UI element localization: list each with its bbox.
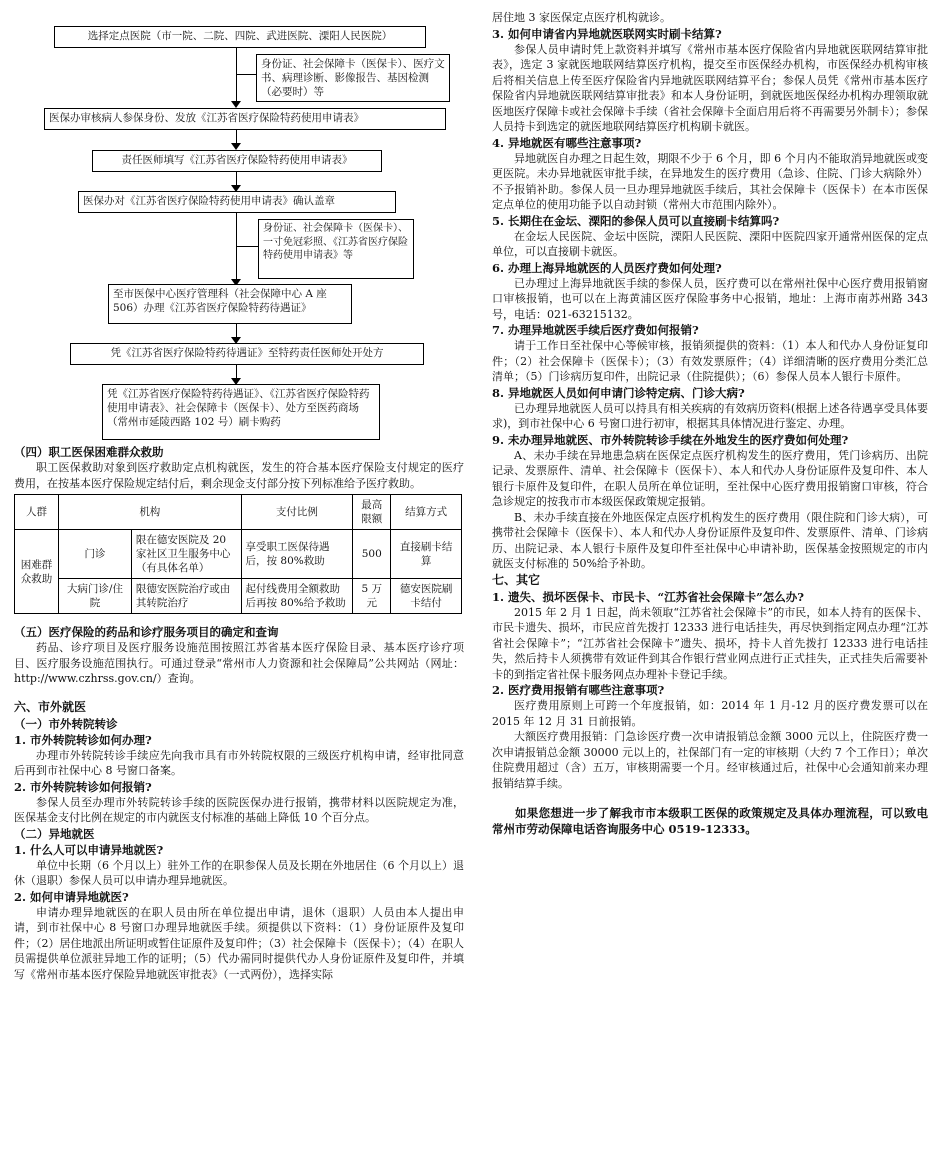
question: 3. 如何申请省内异地就医联网实时刷卡结算? bbox=[492, 26, 722, 41]
answer: 异地就医自办理之日起生效，期限不少于 6 个月，即 6 个月内不能取消异地就医或变更医院。未办异地就医审批手续，在异地发生的医疗费用（急诊、住院、门诊大病除外）不予报销补助。参保人员一旦办理异地就医手续后，其社会保障卡（医保卡）在本市医保定点单位的使用功能予以自动封锁（常州大市范围内除外）。 bbox=[492, 151, 928, 211]
flow-note-materials-2: 身份证、社会保障卡（医保卡）、一寸免冠彩照、《江苏省医疗保险特药使用申请表》等 bbox=[258, 219, 414, 279]
table-header-cell: 结算方式 bbox=[391, 495, 462, 530]
subsection-title-remote: （二）异地就医 bbox=[14, 826, 95, 841]
relief-table bbox=[14, 494, 462, 614]
flow-branch-line bbox=[236, 74, 256, 75]
flow-note-materials-1: 身份证、社会保障卡（医保卡）、医疗文书、病理诊断、影像报告、基因检测（必要时）等 bbox=[256, 54, 450, 102]
answer: 在金坛人民医院、金坛中医院，溧阳人民医院、溧阳中医院四家开通常州医保的定点单位，可以直接刷卡就医。 bbox=[492, 229, 928, 258]
question: 1. 什么人可以申请异地就医? bbox=[14, 842, 164, 857]
table-cell: 困难群众救助 bbox=[15, 530, 59, 614]
table-row bbox=[15, 579, 462, 614]
contact-note: 如果您想进一步了解我市市本级职工医保的政策规定及具体办理流程，可以致电常州市劳动保障电话咨询服务中心 0519-12333。 bbox=[492, 806, 928, 836]
flow-branch-line bbox=[236, 246, 258, 247]
question: 2. 市外转院转诊如何报销? bbox=[14, 779, 152, 794]
table-row bbox=[15, 530, 462, 579]
flow-connector bbox=[236, 48, 237, 102]
table-header-cell: 支付比例 bbox=[241, 495, 353, 530]
answer: 医疗费用原则上可跨一个年度报销，如：2014 年 1 月-12 月的医疗费发票可以在 2015 年 12 月 31 日前报销。 bbox=[492, 699, 928, 728]
table-header-cell: 机构 bbox=[59, 495, 241, 530]
answer: 已办理过上海异地就医手续的参保人员，医疗费可以在常州社保中心医疗费用报销窗口审核报销，也可以在上海黄浦区医疗保险事务中心报销，地址：上海市南苏州路 343 号，电话：021-63215132。 bbox=[492, 276, 928, 321]
question: 6. 办理上海异地就医的人员医疗费如何处理? bbox=[492, 260, 722, 275]
question: 1. 市外转院转诊如何办理? bbox=[14, 732, 152, 747]
table-cell: 限德安医院治疗或由其转院治疗 bbox=[131, 579, 241, 614]
flow-step-medical-center: 至市医保中心医疗管理科（社会保障中心 A 座 506）办理《江苏省医疗保险特药待遇证》 bbox=[108, 284, 352, 324]
flow-step-buy-drug: 凭《江苏省医疗保险特药待遇证》、《江苏省医疗保险特药使用申请表》、社会保障卡（医保卡）、处方至医药商场（常州市延陵西路 102 号）刷卡购药 bbox=[102, 384, 380, 440]
table-header-cell: 最高限额 bbox=[353, 495, 391, 530]
answer: 参保人员申请时凭上款资料并填写《常州市基本医疗保险省内异地就医联网结算审批表》，选定 3 家就医地联网结算医疗机构，提交至市医保经办机构，市医保经办机构审核后将相关信息上传至医疗保险省内异地就医联网结算平台；参保人员凭《常州市基本医疗保险省内异地就医联网结算审批表》和本人身份证明，到就医地医保经办机构办理领取就医地医疗保障卡或社会保障卡手续（省社会保障卡全面启用后将不再需要另外制卡）；参保人员持卡到选定的就医地联网结算医疗机构刷卡就医。 bbox=[492, 42, 928, 133]
question: 2. 如何申请异地就医? bbox=[14, 889, 129, 904]
table-cell: 直接刷卡结算 bbox=[391, 530, 462, 579]
answer: A、未办手续在异地患急病在医保定点医疗机构发生的医疗费用，凭门诊病历、出院记录、发票原件、清单、社会保障卡（医保卡）、本人和代办人身份证原件及复印件、本人银行卡原件及复印件，在职人员所在单位证明，至社保中心医疗费用报销窗口审核，符合急诊规定的按我市市本级医保政策规定报销。 bbox=[492, 448, 928, 508]
answer: B、未办手续直接在外地医保定点医疗机构发生的医疗费用（限住院和门诊大病），可携带社会保障卡（医保卡）、本人和代办人身份证原件及复印件、发票原件、清单、门诊病历、出院记录、本人银行卡原件及复印件至社保中心申请补助，医保基金按照规定的市内就医支付标准的 50%给予补助。 bbox=[492, 510, 928, 570]
answer: 单位中长期（6 个月以上）驻外工作的在职参保人员及长期在外地居住（6 个月以上）退休（退职）参保人员可以申请办理异地就医。 bbox=[14, 858, 464, 887]
answer: 2015 年 2 月 1 日起，尚未领取“江苏省社会保障卡”的市民，如本人持有的医保卡、市民卡遗失、损坏，市民应首先拨打 12333 进行电话挂失，再尽快到指定网点办理“江苏省社会保障卡”；“江苏省社会保障卡”遗失、损坏，持卡人首先拨打 12333 进行电话挂失，然后持卡人须携带有效证件到其合作银行营业网点进行正式挂失，正式挂失后需要补卡的到指定省社保卡服务网点办理补卡登记手续。 bbox=[492, 605, 928, 681]
flowchart bbox=[14, 0, 464, 440]
table-cell: 限在德安医院及 20 家社区卫生服务中心（有具体名单） bbox=[131, 530, 241, 579]
flow-step-stamp-form: 医保办对《江苏省医疗保险特药使用申请表》确认盖章 bbox=[78, 191, 396, 213]
section-title-relief: （四）职工医保困难群众救助 bbox=[14, 445, 164, 459]
flow-connector bbox=[236, 213, 237, 281]
question: 8. 异地就医人员如何申请门诊特定病、门诊大病? bbox=[492, 385, 745, 400]
table-cell: 5 万元 bbox=[353, 579, 391, 614]
subsection-title-transfer: （一）市外转院转诊 bbox=[14, 716, 118, 731]
answer: 请于工作日至社保中心等候审核，报销须提供的资料：（1）本人和代办人身份证复印件；（2）社会保障卡（医保卡）；（3）有效发票原件；（4）详细清晰的医疗费用分类汇总清单；（5）门诊病历复印件，出院记录（住院提供）；（6）参保人员本人银行卡原件。 bbox=[492, 339, 928, 383]
answer: 申请办理异地就医的在职人员由所在单位提出申请，退休（退职）人员由本人提出申请，到市社保中心 8 号窗口办理异地就医手续。须提供以下资料：（1）身份证原件及复印件；（2）居住地派出所证明或暂住证原件及复印件；（3）社会保障卡（医保卡）；（4）在职人员需提供单位派驻异地工作的证明；（5）代办需同时提供代办人身份证原件及复印件，并填写《常州市基本医疗保险异地就医审批表》（一式两份），选择实际 bbox=[14, 905, 464, 981]
arrow-down-icon bbox=[231, 143, 241, 150]
flow-step-verify-identity: 医保办审核病人参保身份、发放《江苏省医疗保险特药使用申请表》 bbox=[44, 108, 446, 130]
answer: 已办理异地就医人员可以持具有相关疾病的有效病历资料(根据上述各待遇享受具体要求)，到市社保中心 6 号窗口进行初审，根据其具体情况进行鉴定、办理。 bbox=[492, 401, 928, 430]
paragraph-continued: 居住地 3 家医保定点医疗机构就诊。 bbox=[492, 11, 671, 24]
paragraph: 药品、诊疗项目及医疗服务设施范围按照江苏省基本医疗保险目录、基本医疗诊疗项目、医疗服务设施范围执行。可通过登录“常州市人力资源和社会保障局”公共网站（网址：http://www.czhrss.gov.cn/）查询。 bbox=[14, 641, 464, 685]
answer: 大额医疗费用报销：门急诊医疗费一次申请报销总金额 3000 元以上，住院医疗费一次申请报销总金额 30000 元以上的，社保部门有一定的审核期（大约 7 个工作日）；单次住院费用超过（含）五万，审核期需要一个月。经审核通过后，社保中心会通知前来办理报销结算手续。 bbox=[492, 730, 928, 790]
table-cell: 500 bbox=[353, 530, 391, 579]
flow-step-doctor-fills-form: 责任医师填写《江苏省医疗保险特药使用申请表》 bbox=[92, 150, 382, 172]
flow-step-select-hospital: 选择定点医院（市一院、二院、四院、武进医院、溧阳人民医院） bbox=[54, 26, 426, 48]
table-header-row bbox=[15, 495, 462, 530]
paragraph: 职工医保救助对象到医疗救助定点机构就医，发生的符合基本医疗保险支付规定的医疗费用，在按基本医疗保险规定结付后，剩余现金支付部分按下列标准给予医疗救助。 bbox=[14, 461, 464, 490]
section-title-other: 七、其它 bbox=[492, 572, 541, 587]
flow-step-prescription: 凭《江苏省医疗保险特药待遇证》至特药责任医师处开处方 bbox=[70, 343, 424, 365]
table-header-cell: 人群 bbox=[15, 495, 59, 530]
table-cell: 享受职工医保待遇后，按 80%救助 bbox=[241, 530, 353, 579]
section-title-outside-city: 六、市外就医 bbox=[14, 699, 87, 714]
section-title-drug-catalog: （五）医疗保险的药品和诊疗服务项目的确定和查询 bbox=[14, 625, 279, 639]
question: 9. 未办理异地就医、市外转院转诊手续在外地发生的医疗费如何处理? bbox=[492, 432, 849, 447]
answer: 办理市外转院转诊手续应先向我市具有市外转院权限的三级医疗机构申请，经审批同意后再到市社保中心 8 号窗口备案。 bbox=[14, 748, 464, 777]
answer: 参保人员至办理市外转院转诊手续的医院医保办进行报销，携带材料以医院规定为准，医保基金支付比例在规定的市内就医支付标准的基础上降低 10 个百分点。 bbox=[14, 795, 464, 824]
arrow-down-icon bbox=[231, 101, 241, 108]
table-cell: 德安医院刷卡结付 bbox=[391, 579, 462, 614]
question: 4. 异地就医有哪些注意事项? bbox=[492, 135, 642, 150]
left-column bbox=[14, 0, 464, 982]
table-cell: 大病门诊/住院 bbox=[59, 579, 132, 614]
table-cell: 起付线费用全额救助后再按 80%给予救助 bbox=[241, 579, 353, 614]
right-column bbox=[492, 10, 928, 837]
question: 5. 长期住在金坛、溧阳的参保人员可以直接刷卡结算吗? bbox=[492, 213, 780, 228]
table-cell: 门诊 bbox=[59, 530, 132, 579]
question: 7. 办理异地就医手续后医疗费如何报销? bbox=[492, 323, 699, 337]
question: 1. 遗失、损坏医保卡、市民卡、“江苏省社会保障卡”怎么办? bbox=[492, 589, 804, 604]
question: 2. 医疗费用报销有哪些注意事项? bbox=[492, 683, 665, 697]
